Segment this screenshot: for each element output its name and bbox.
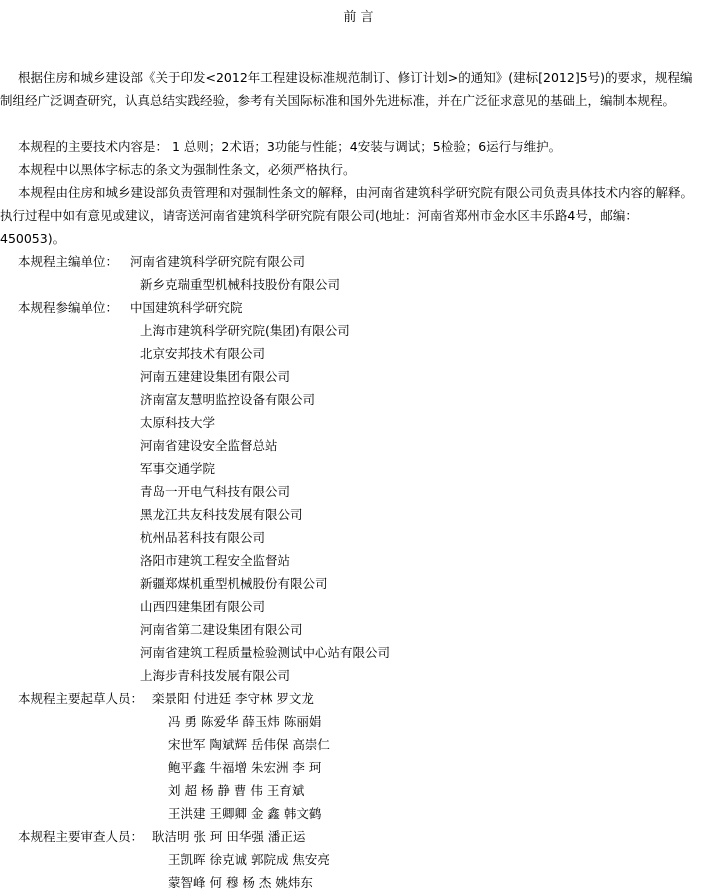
- drafters-line: 刘 超 杨 静 曹 伟 王育斌: [168, 783, 305, 798]
- participating-unit: 黑龙江共友科技发展有限公司: [140, 507, 303, 522]
- drafters-line: 栾景阳 付进廷 李守林 罗文龙: [152, 691, 314, 706]
- intro-paragraph: 根据住房和城乡建设部《关于印发<2012年工程建设标准规范制订、修订计划>的通知》(建标[2012]5号)的要求，规程编制组经广泛调查研究，认真总结实践经验，参考有关国际标准和国外先进标准，并在广泛征求意见的基础上，编制本规程。: [0, 70, 693, 108]
- participating-unit: 洛阳市建筑工程安全监督站: [140, 553, 291, 568]
- participating-unit: 山西四建集团有限公司: [140, 599, 266, 614]
- participating-units-label: 本规程参编单位：: [18, 300, 119, 315]
- chief-units-label: 本规程主编单位：: [18, 254, 119, 269]
- drafters-line: 宋世军 陶斌辉 岳伟保 高崇仁: [168, 737, 330, 752]
- participating-unit: 河南省建设安全监督总站: [140, 438, 278, 453]
- drafters-line: 鲍平鑫 牛福增 朱宏洲 李 珂: [168, 760, 322, 775]
- participating-unit: 济南富友慧明监控设备有限公司: [140, 392, 316, 407]
- participating-unit: 河南省建筑工程质量检验测试中心站有限公司: [140, 645, 391, 660]
- chief-unit: 河南省建筑科学研究院有限公司: [130, 254, 306, 269]
- participating-unit: 上海步青科技发展有限公司: [140, 668, 291, 683]
- participating-unit: 河南五建建设集团有限公司: [140, 369, 291, 384]
- participating-unit: 杭州品茗科技有限公司: [140, 530, 266, 545]
- reviewers-line: 耿洁明 张 珂 田华强 潘正运: [152, 829, 306, 844]
- management-paragraph: 本规程由住房和城乡建设部负责管理和对强制性条文的解释，由河南省建筑科学研究院有限公司负责具体技术内容的解释。执行过程中如有意见或建议，请寄送河南省建筑科学研究院有限公司(地址：河南省郑州市金水区丰乐路4号，邮编：450053)。: [0, 185, 694, 246]
- participating-unit: 上海市建筑科学研究院(集团)有限公司: [140, 323, 350, 338]
- mandatory-paragraph: 本规程中以黑体字标志的条文为强制性条文，必须严格执行。: [18, 162, 356, 177]
- reviewers-line: 王凯晖 徐克诚 郭院成 焦安亮: [168, 852, 330, 867]
- reviewers-label: 本规程主要审查人员：: [18, 829, 144, 844]
- participating-unit: 北京安邦技术有限公司: [140, 346, 266, 361]
- participating-unit: 青岛一开电气科技有限公司: [140, 484, 291, 499]
- participating-unit: 中国建筑科学研究院: [130, 300, 243, 315]
- drafters-label: 本规程主要起草人员：: [18, 691, 144, 706]
- participating-unit: 太原科技大学: [140, 415, 216, 430]
- drafters-line: 王洪建 王卿卿 金 鑫 韩文鹤: [168, 806, 322, 821]
- participating-unit: 河南省第二建设集团有限公司: [140, 622, 303, 637]
- participating-unit: 军事交通学院: [140, 461, 216, 476]
- reviewers-line: 蒙智峰 何 穆 杨 杰 姚炜东: [168, 875, 313, 890]
- chief-unit: 新乡克瑞重型机械科技股份有限公司: [140, 277, 341, 292]
- content-paragraph: 本规程的主要技术内容是： 1 总则；2术语；3功能与性能；4安装与调试；5检验；6运行与维护。: [18, 139, 562, 154]
- participating-unit: 新疆郑煤机重型机械股份有限公司: [140, 576, 328, 591]
- drafters-line: 冯 勇 陈爱华 薛玉炜 陈丽娟: [168, 714, 322, 729]
- page-title: 前 言: [343, 10, 374, 25]
